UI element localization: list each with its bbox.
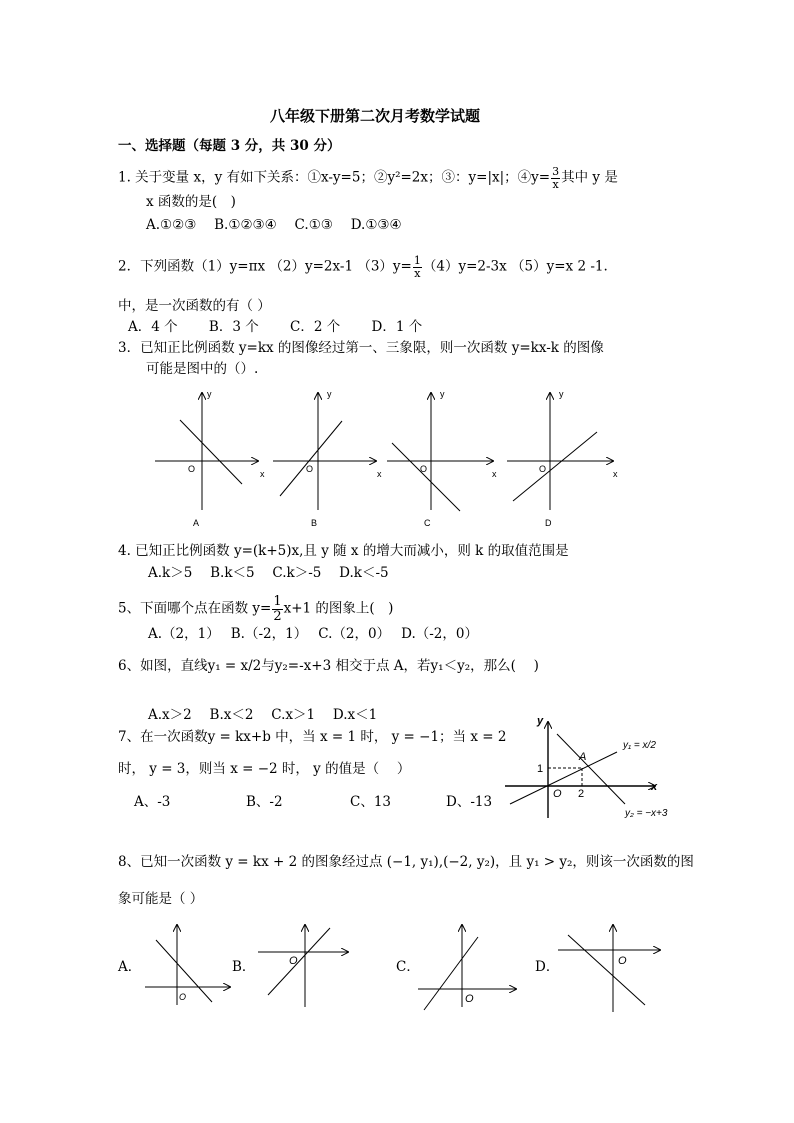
q6-tick-1: 1 bbox=[537, 763, 544, 775]
question-3: 3．已知正比例函数 y=kx 的图像经过第一、三象限，则一次函数 y=kx-k 的图像 bbox=[118, 340, 604, 356]
q1-line2: x 函数的是( ) bbox=[146, 194, 236, 210]
q6-x-label: x bbox=[651, 781, 658, 793]
q6-y-label: y bbox=[537, 715, 544, 727]
q3-c-origin: O bbox=[420, 464, 428, 474]
q3-c-y-label: y bbox=[440, 389, 445, 399]
q3-c-x-label: x bbox=[492, 469, 497, 479]
q2-text-end: （4）y=2-3x （5）y=x 2 -1. bbox=[422, 258, 608, 275]
q3-d-x-label: x bbox=[613, 469, 618, 479]
q1-text-end: 其中 y 是 bbox=[561, 169, 618, 186]
q6-y1-label: y₁ = x/2 bbox=[623, 740, 656, 751]
q2-fraction: $\frac{1}{x}$ bbox=[413, 254, 421, 280]
question-4: 4. 已知正比例函数 y=(k+5)x,且 y 随 x 的增大而减小，则 k 的取值范围是 bbox=[118, 543, 569, 559]
q2-text: 2．下列函数（1）y=πx （2）y=2x-1 （3）y= bbox=[118, 258, 412, 275]
q8-graphs bbox=[140, 920, 670, 1020]
q8-label-a: A． bbox=[118, 959, 142, 975]
q5-text-end: x+1 的图象上( ) bbox=[283, 600, 394, 617]
q3-a-x-label: x bbox=[260, 469, 265, 479]
q8-graph-d bbox=[558, 925, 660, 1012]
q7-line2: 时， y = 3，则当 x = −2 时， y 的值是（ ） bbox=[118, 761, 411, 777]
q2-options: A．4 个 B．3 个 C．2 个 D．1 个 bbox=[128, 319, 423, 335]
q3-a-y-label: y bbox=[207, 389, 212, 399]
q3-graph-b bbox=[273, 389, 382, 528]
q3-a-label: A bbox=[193, 518, 200, 528]
q1-fraction: $\frac{3}{x}$ bbox=[552, 165, 560, 191]
q3-graph-c bbox=[387, 389, 497, 528]
q3-graph-a bbox=[155, 389, 265, 528]
q5-options: A.（2，1） B.（-2，1） C.（2，0） D.（-2，0） bbox=[148, 626, 478, 642]
question-2 bbox=[118, 255, 608, 279]
q8-label-c: C． bbox=[396, 959, 420, 975]
question-5 bbox=[118, 595, 393, 623]
question-7: 7、在一次函数y = kx+b 中，当 x = 1 时， y = −1；当 x = 2 bbox=[118, 729, 507, 745]
q8-graph-b bbox=[258, 925, 348, 1007]
q8-label-d: D． bbox=[535, 959, 560, 975]
q1-options: A.①②③ B.①②③④ C.①③ D.①③④ bbox=[146, 217, 402, 233]
q7-option-c: C、13 bbox=[350, 794, 392, 810]
q3-line2: 可能是图中的（）. bbox=[146, 361, 259, 377]
q8-graph-a bbox=[145, 925, 230, 1005]
q7-option-a: A、-3 bbox=[134, 794, 171, 810]
q3-b-y-label: y bbox=[327, 389, 332, 399]
section-heading: 一、选择题（每题 3 分，共 30 分） bbox=[118, 138, 341, 154]
q8-a-origin: O bbox=[179, 992, 187, 1002]
q6-y2-label: y₂ = −x+3 bbox=[625, 808, 668, 819]
q3-graphs bbox=[150, 388, 630, 538]
q2-line2: 中，是一次函数的有（ ） bbox=[118, 298, 271, 314]
q6-origin: O bbox=[553, 788, 562, 800]
q6-options: A.x＞2 B.x＜2 C.x＞1 D.x＜1 bbox=[148, 707, 378, 723]
q7-option-d: D、-13 bbox=[446, 794, 493, 810]
q8-graph-c bbox=[418, 925, 516, 1010]
q3-b-origin: O bbox=[306, 464, 314, 474]
question-8: 8、已知一次函数 y = kx + 2 的图象经过点 (−1, y₁),(−2, y₂)，且 y₁ > y₂，则该一次函数的图 bbox=[118, 854, 694, 870]
q6-point-a: A bbox=[579, 751, 587, 763]
q3-c-label: C bbox=[424, 518, 431, 528]
q3-d-origin: O bbox=[539, 464, 547, 474]
q3-graph-d bbox=[507, 389, 618, 528]
q8-b-origin: O bbox=[289, 955, 298, 967]
q3-a-origin: O bbox=[188, 464, 196, 474]
q1-text: 1. 关于变量 x，y 有如下关系：①x-y=5；②y²=2x；③：y=|x|；④y= bbox=[118, 169, 551, 186]
q8-line2: 象可能是（ ） bbox=[118, 891, 204, 907]
q8-label-b: B． bbox=[232, 959, 256, 975]
q8-d-origin: O bbox=[618, 955, 627, 967]
question-6: 6、如图，直线y₁ = x/2与y₂=-x+3 相交于点 A，若y₁＜y₂，那么( ) bbox=[118, 658, 539, 674]
q3-d-y-label: y bbox=[559, 389, 564, 399]
q4-options: A.k＞5 B.k＜5 C.k＞-5 D.k＜-5 bbox=[148, 565, 389, 581]
q3-b-label: B bbox=[311, 518, 318, 528]
q6-graph bbox=[505, 714, 695, 822]
question-1 bbox=[118, 166, 618, 190]
page-title: 八年级下册第二次月考数学试题 bbox=[270, 107, 481, 125]
q3-b-x-label: x bbox=[377, 469, 382, 479]
q7-option-b: B、-2 bbox=[246, 794, 283, 810]
q8-c-origin: O bbox=[465, 993, 474, 1005]
q6-tick-2: 2 bbox=[578, 788, 585, 800]
q5-fraction: $\frac{1}{2}$ bbox=[273, 594, 282, 624]
q5-text: 5、下面哪个点在函数 y= bbox=[118, 600, 272, 617]
q3-d-label: D bbox=[545, 518, 552, 528]
